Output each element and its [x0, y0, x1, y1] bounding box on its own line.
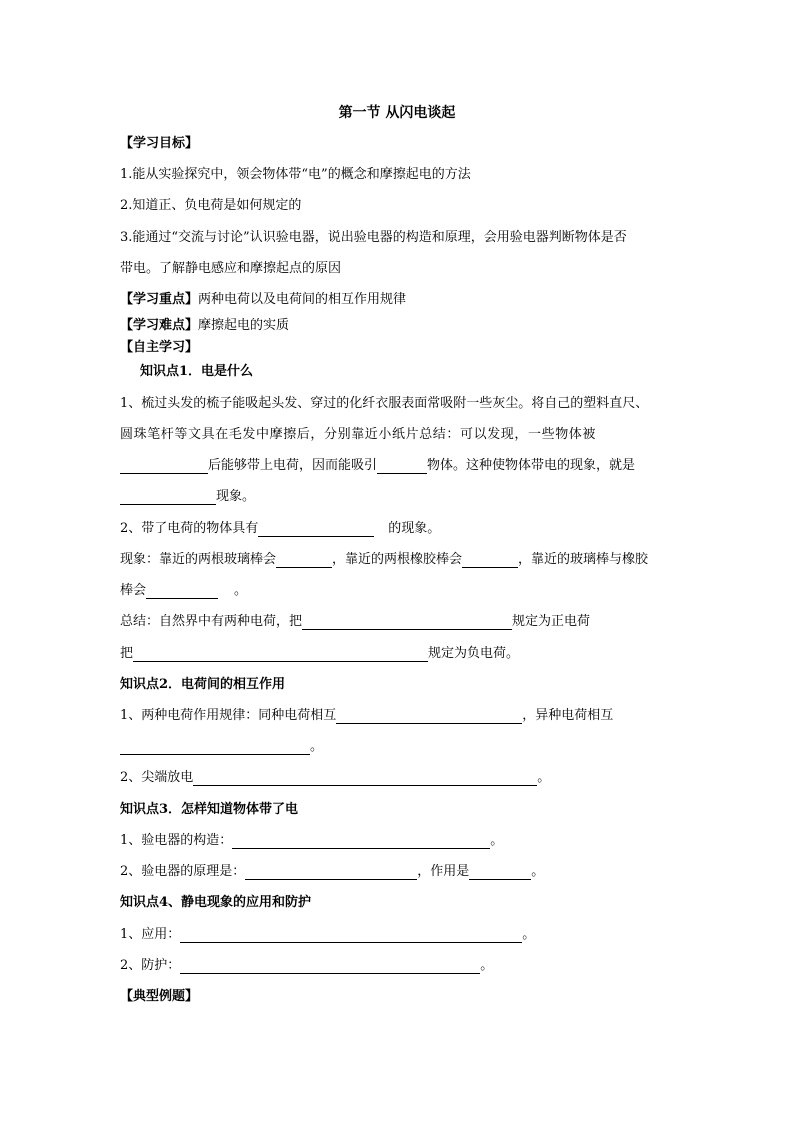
kp2-heading: 知识点2．电荷间的相互作用 — [120, 677, 286, 692]
kp1-p2-end: 的现象。 — [388, 521, 441, 536]
kp1-sum2-start: 把 — [120, 646, 134, 661]
kp4-p2-end: 。 — [480, 958, 494, 973]
kp1-phenomenon-2 — [120, 583, 247, 599]
answer-blank[interactable] — [180, 959, 480, 974]
answer-blank[interactable] — [377, 459, 427, 474]
kp2-p1b — [120, 739, 323, 755]
answer-blank[interactable] — [193, 771, 537, 786]
kp1-p1a: 1、梳过头发的梳子能吸起头发、穿过的化纤衣服表面常吸附一些灰尘。将自己的塑料直尺、 — [120, 396, 649, 411]
answer-blank[interactable] — [258, 522, 374, 537]
goal-item-3b: 带电。了解静电感应和摩擦起点的原因 — [120, 261, 342, 276]
kp4-p2 — [120, 958, 493, 974]
answer-blank[interactable] — [232, 834, 490, 849]
kp1-summary-2 — [120, 646, 519, 662]
kp1-p1d — [120, 489, 255, 505]
answer-blank[interactable] — [245, 865, 417, 880]
answer-blank[interactable] — [469, 865, 531, 880]
kp4-heading: 知识点4、静电现象的应用和防护 — [120, 895, 312, 910]
goals-heading: 【学习目标】 — [120, 136, 199, 151]
kp1-phen2-start: 棒会 — [120, 583, 147, 598]
page-title: 第一节 从闪电谈起 — [338, 105, 456, 121]
kp3-p2-end: 。 — [531, 864, 545, 879]
kp2-p1 — [120, 708, 613, 724]
kp1-p2-start: 2、带了电荷的物体具有 — [120, 521, 259, 536]
kp3-p2 — [120, 864, 544, 880]
answer-blank[interactable] — [276, 553, 332, 568]
answer-blank[interactable] — [120, 490, 216, 505]
focus-label: 【学习重点】 — [120, 292, 199, 307]
answer-blank[interactable] — [133, 647, 428, 662]
goal-item-2: 2.知道正、负电荷是如何规定的 — [120, 198, 302, 213]
answer-blank[interactable] — [146, 584, 218, 599]
examples-heading: 【典型例题】 — [120, 989, 199, 1004]
kp1-p1d-end: 现象。 — [216, 489, 256, 504]
kp1-p2 — [120, 521, 440, 537]
answer-blank[interactable] — [120, 459, 208, 474]
kp2-p1b-end: 。 — [310, 739, 324, 754]
kp1-p1b: 圆珠笔杆等文具在毛发中摩擦后，分别靠近小纸片总结：可以发现，一些物体被 — [120, 427, 597, 442]
answer-blank[interactable] — [336, 709, 522, 724]
focus-line — [120, 292, 406, 308]
kp2-p1-end: ，异种电荷相互 — [522, 708, 614, 723]
focus-text: 两种电荷以及电荷间的相互作用规律 — [198, 292, 407, 307]
kp1-p1c — [120, 458, 635, 474]
kp3-p1 — [120, 833, 503, 849]
difficulty-line — [120, 318, 289, 334]
kp1-phen-mid: ，靠近的两根橡胶棒会 — [332, 552, 463, 567]
kp3-heading: 知识点3．怎样知道物体带了电 — [120, 802, 299, 817]
kp1-sum-start: 总结：自然界中有两种电荷，把 — [120, 614, 303, 629]
kp4-p1-end: 。 — [522, 927, 536, 942]
kp4-p1 — [120, 927, 535, 943]
answer-blank[interactable] — [462, 553, 518, 568]
kp1-heading: 知识点1．电是什么 — [140, 364, 254, 379]
kp2-p2-end: 。 — [537, 770, 551, 785]
goal-item-1: 1.能从实验探究中，领会物体带“电”的概念和摩擦起电的方法 — [120, 167, 471, 182]
difficulty-label: 【学习难点】 — [120, 318, 199, 333]
kp3-p2-mid: ，作用是 — [417, 864, 470, 879]
kp4-p1-start: 1、应用： — [120, 927, 181, 942]
kp3-p1-end: 。 — [490, 833, 504, 848]
kp2-p2 — [120, 770, 550, 786]
kp1-phen2-end: 。 — [234, 583, 248, 598]
kp1-p1c-mid: 后能够带上电荷，因而能吸引 — [208, 458, 378, 473]
kp2-p2-start: 2、尖端放电 — [120, 770, 194, 785]
difficulty-text: 摩擦起电的实质 — [198, 318, 290, 333]
goal-item-3a: 3.能通过“交流与讨论”认识验电器，说出验电器的构造和原理，会用验电器判断物体是否 — [120, 230, 627, 245]
answer-blank[interactable] — [302, 615, 512, 630]
kp1-phen-start: 现象：靠近的两根玻璃棒会 — [120, 552, 277, 567]
kp1-phenomenon — [120, 552, 648, 568]
kp1-p1c-end: 物体。这种使物体带电的现象，就是 — [427, 458, 636, 473]
kp3-p2-start: 2、验电器的原理是： — [120, 864, 246, 879]
kp4-p2-start: 2、防护： — [120, 958, 181, 973]
kp1-summary — [120, 614, 590, 630]
kp1-sum-end: 规定为正电荷 — [512, 614, 591, 629]
answer-blank[interactable] — [180, 928, 522, 943]
kp2-p1-start: 1、两种电荷作用规律：同种电荷相互 — [120, 708, 337, 723]
answer-blank[interactable] — [120, 740, 310, 755]
kp1-phen-end: ，靠近的玻璃棒与橡胶 — [518, 552, 649, 567]
self-study-heading: 【自主学习】 — [120, 340, 199, 355]
kp3-p1-start: 1、验电器的构造： — [120, 833, 233, 848]
kp1-sum2-end: 规定为负电荷。 — [428, 646, 520, 661]
